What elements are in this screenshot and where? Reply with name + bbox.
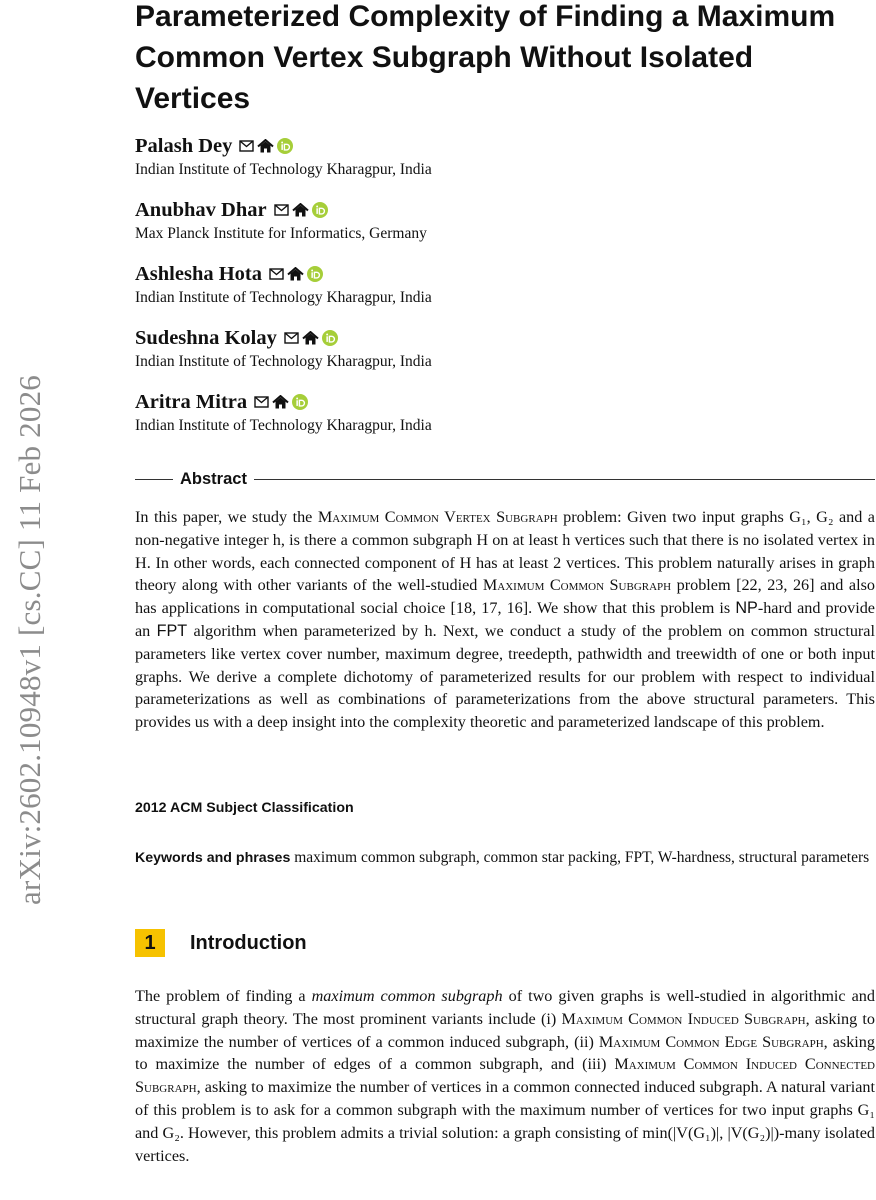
home-icon[interactable]: [287, 267, 304, 281]
home-icon[interactable]: [302, 331, 319, 345]
author-name-row: [135, 390, 835, 414]
np-class: NP: [735, 599, 758, 618]
acm-label: 2012 ACM Subject Classification: [135, 800, 354, 816]
abstract-title: Abstract: [180, 469, 247, 488]
orcid-icon[interactable]: [292, 394, 308, 410]
author-affiliation: Max Planck Institute for Informatics, Germany: [135, 225, 427, 242]
author-name: Ashlesha Hota: [135, 263, 263, 285]
author-name: Palash Dey: [135, 135, 233, 157]
section-number: 1: [135, 929, 165, 957]
author-block: [135, 326, 835, 372]
intro-paragraph: The problem of finding a maximum common subgraph of two given graphs is well-studied in algorithmic and structural graph theory. The most prominent variants include (i) Maximum Common Induced Subgraph, asking to maximize the number of vertices of a common induced subgraph, (ii) Maximum Common Edge Subgraph, asking to maximize the number of edges of a common subgraph, and (iii) Maximum Common Induced Connected Subgraph, asking to maximize the number of vertices in a common connected induced subgraph. A natural variant of this problem is to ask for a common subgraph with the maximum number of vertices for two input graphs G₁ and G₂. However, this problem admits a trivial solution: a graph consisting of min(|V(G₁)|, |V(G₂)|)-many isolated vertices.: [135, 987, 875, 1165]
author-block: [135, 390, 835, 436]
abstract-rule-right: [254, 479, 875, 480]
email-icon[interactable]: [274, 204, 289, 216]
home-icon[interactable]: [272, 395, 289, 409]
section-title: Introduction: [190, 931, 307, 954]
abstract-rule-left: [135, 479, 173, 480]
email-icon[interactable]: [239, 140, 254, 152]
author-affiliation: Indian Institute of Technology Kharagpur, India: [135, 161, 432, 178]
author-block: [135, 198, 835, 244]
section-heading: [135, 928, 307, 958]
home-icon[interactable]: [292, 203, 309, 217]
author-block: [135, 262, 835, 308]
email-icon[interactable]: [254, 396, 269, 408]
keywords-text: maximum common subgraph, common star packing, FPT, W-hardness, structural parameters: [294, 849, 870, 866]
abstract-text: In this paper, we study the Maximum Common Vertex Subgraph problem: Given two input graphs G₁, G₂ and a non-negative integer h, is there a common subgraph H on at least h vertices such that there is no isolated vertex in H. In other words, each connected component of H has at least 2 vertices. This problem naturally arises in graph theory along with other variants of the well-studied Maximum Common Subgraph problem [22, 23, 26] and also has applications in computational social choice [18, 17, 16]. We show that this problem is NP-hard and provide an FPT algorithm when parameterized by h. Next, we conduct a study of the problem on common structural parameters like vertex cover number, maximum degree, treedepth, pathwidth and treewidth of one or both input graphs. We derive a complete dichotomy of parameterized results for our problem with respect to individual parameterizations as well as combinations of parameterizations from the above structural parameters. This provides us with a deep insight into the complexity theoretic and parameterized landscape of this problem.: [135, 508, 875, 732]
arxiv-identifier-sidebar: [8, 0, 52, 1200]
orcid-icon[interactable]: [277, 138, 293, 154]
author-block: [135, 134, 835, 180]
acm-classification: [135, 796, 875, 820]
variant-3: Maximum Common Induced Connected Subgraph: [135, 1055, 875, 1097]
keywords-block: [135, 846, 875, 870]
author-name-row: [135, 134, 835, 158]
problem-name: Maximum Common Vertex Subgraph: [317, 508, 558, 526]
author-name: Sudeshna Kolay: [135, 327, 277, 349]
variant-2: Maximum Common Edge Subgraph: [598, 1032, 824, 1051]
author-affiliation: Indian Institute of Technology Kharagpur, India: [135, 417, 432, 434]
email-icon[interactable]: [269, 268, 284, 280]
arxiv-identifier: arXiv:2602.10948v1 [cs.CC] 11 Feb 2026: [12, 375, 47, 905]
author-name-row: [135, 198, 835, 222]
emphasis: maximum common subgraph: [311, 987, 503, 1005]
author-name-row: [135, 326, 835, 350]
orcid-icon[interactable]: [312, 202, 328, 218]
home-icon[interactable]: [257, 139, 274, 153]
author-affiliation: Indian Institute of Technology Kharagpur, India: [135, 353, 432, 370]
problem-name-2: Maximum Common Subgraph: [482, 576, 672, 595]
orcid-icon[interactable]: [322, 330, 338, 346]
abstract-heading: [135, 466, 875, 492]
author-name: Anubhav Dhar: [135, 199, 267, 221]
author-name: Aritra Mitra: [135, 391, 248, 413]
variant-1: Maximum Common Induced Subgraph: [561, 1009, 806, 1028]
orcid-icon[interactable]: [307, 266, 323, 282]
paper-title: Parameterized Complexity of Finding a Maximum Common Vertex Subgraph Without Isolated Vertices: [135, 0, 836, 115]
fpt-class: FPT: [156, 621, 188, 640]
keywords-label: Keywords and phrases: [135, 850, 291, 866]
email-icon[interactable]: [284, 332, 299, 344]
author-name-row: [135, 262, 835, 286]
author-affiliation: Indian Institute of Technology Kharagpur, India: [135, 289, 432, 306]
